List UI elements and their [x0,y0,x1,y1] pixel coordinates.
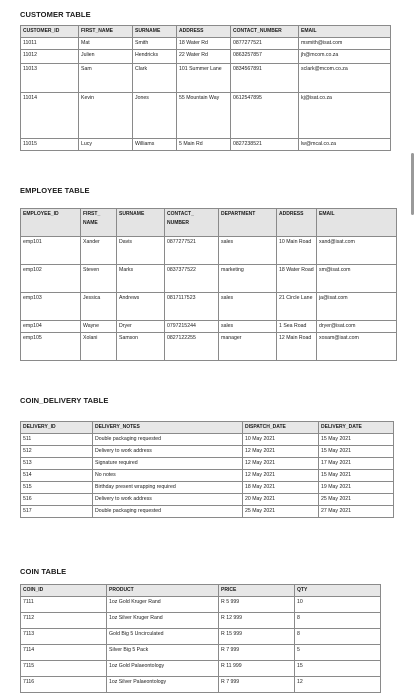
table-cell: Delivery to work address [93,494,243,506]
table-cell: Birthday present wrapping required [93,482,243,494]
table-cell: 7113 [21,629,107,645]
table-cell: 18 May 2021 [243,482,319,494]
table-cell: R 7 999 [219,677,295,693]
table-cell: Jones [133,93,177,139]
table-cell: 11011 [21,38,79,50]
table-cell: 0612547895 [231,93,299,139]
table-cell: Samson [117,333,165,361]
table-cell: 17 May 2021 [319,458,394,470]
table-row [21,64,391,93]
table-cell: Signature required [93,458,243,470]
table-cell: 514 [21,470,93,482]
table-cell: 0827122255 [165,333,219,361]
table-cell: Double packaging requested [93,434,243,446]
table-cell: 27 May 2021 [319,506,394,518]
table-row [21,677,381,693]
table-row [21,597,381,613]
table-row [21,50,391,64]
table-cell: sales [219,293,277,321]
column-header: DEPARTMENT [219,209,277,237]
table-row [21,482,394,494]
delivery-table [20,421,394,518]
table-row [21,661,381,677]
table-cell: emp101 [21,237,81,265]
table-cell: Xander [81,237,117,265]
table-cell: kj@isat.co.za [299,93,391,139]
table-cell: Gold Big 5 Uncirculated [107,629,219,645]
table-cell: sclark@mcom.co.za [299,64,391,93]
column-header: ADDRESS [177,26,231,38]
column-header: FIRST_ NAME [81,209,117,237]
table-cell: 513 [21,458,93,470]
customer-table [20,25,391,151]
column-header: PRODUCT [107,585,219,597]
table-cell: 7112 [21,613,107,629]
column-header: DISPATCH_DATE [243,422,319,434]
table-cell: 10 [295,597,381,613]
table-cell: 0877277521 [231,38,299,50]
table-cell: 25 May 2021 [243,506,319,518]
table-cell: emp104 [21,321,81,333]
column-header: EMAIL [317,209,397,237]
table-cell: Double packaging requested [93,506,243,518]
table-cell: 11015 [21,139,79,151]
table-row [21,470,394,482]
column-header: CONTACT_NUMBER [231,26,299,38]
table-cell: jh@mcom.co.za [299,50,391,64]
employee-table [20,208,397,361]
table-cell: manager [219,333,277,361]
table-cell: 19 May 2021 [319,482,394,494]
table-cell: 8 [295,629,381,645]
table-cell: 517 [21,506,93,518]
table-cell: xand@isat.com [317,237,397,265]
table-cell: 10 May 2021 [243,434,319,446]
table-cell: Steven [81,265,117,293]
table-cell: 55 Mountain Way [177,93,231,139]
table-cell: 18 Water Rd [177,38,231,50]
table-cell: Andrews [117,293,165,321]
table-row [21,93,391,139]
table-cell: 0834567891 [231,64,299,93]
table-cell: Sam [79,64,133,93]
table-cell: xosam@isat.com [317,333,397,361]
table-row [21,265,397,293]
table-cell: Hendricks [133,50,177,64]
coin-table [20,584,381,693]
table-header-row [21,209,397,237]
table-row [21,139,391,151]
column-header: PRICE [219,585,295,597]
table-cell: 1 Sea Road [277,321,317,333]
table-cell: lw@mcal.co.za [299,139,391,151]
table-cell: 7111 [21,597,107,613]
column-header: COIN_ID [21,585,107,597]
column-header: EMPLOYEE_ID [21,209,81,237]
table-cell: 12 May 2021 [243,470,319,482]
table-cell: sales [219,237,277,265]
table-cell: sales [219,321,277,333]
table-cell: R 12 999 [219,613,295,629]
table-cell: 20 May 2021 [243,494,319,506]
table-cell: 7115 [21,661,107,677]
table-cell: 1oz Gold Palaeontology [107,661,219,677]
table-cell: 0863257857 [231,50,299,64]
table-cell: 0797215244 [165,321,219,333]
column-header: SURNAME [133,26,177,38]
table-header-row [21,585,381,597]
table-cell: Davis [117,237,165,265]
table-cell: R 7 999 [219,645,295,661]
table-cell: 15 May 2021 [319,446,394,458]
table-cell: Mat [79,38,133,50]
column-header: DELIVERY_DATE [319,422,394,434]
table-cell: 12 May 2021 [243,458,319,470]
table-row [21,506,394,518]
column-header: QTY [295,585,381,597]
column-header: FIRST_NAME [79,26,133,38]
table-cell: 1oz Gold Kruger Rand [107,597,219,613]
table-cell: 0877277521 [165,237,219,265]
table-row [21,446,394,458]
table-cell: 0817117523 [165,293,219,321]
column-header: CUSTOMER_ID [21,26,79,38]
table-cell: Delivery to work address [93,446,243,458]
table-row [21,38,391,50]
table-cell: 15 May 2021 [319,470,394,482]
table-cell: 516 [21,494,93,506]
table-cell: 12 May 2021 [243,446,319,458]
table-cell: Dryer [117,321,165,333]
table-cell: dryer@isat.com [317,321,397,333]
coin-table-title: COIN TABLE [20,567,67,576]
table-row [21,293,397,321]
table-cell: 15 [295,661,381,677]
table-cell: 12 Main Road [277,333,317,361]
customer-table-title: CUSTOMER TABLE [20,10,91,19]
table-cell: R 5 999 [219,597,295,613]
table-row [21,458,394,470]
table-cell: marketing [219,265,277,293]
column-header: CONTACT_ NUMBER [165,209,219,237]
table-cell: msmith@isat.com [299,38,391,50]
table-cell: Wayne [81,321,117,333]
table-row [21,494,394,506]
table-header-row [21,422,394,434]
table-cell: emp102 [21,265,81,293]
table-cell: 8 [295,613,381,629]
table-cell: Jessica [81,293,117,321]
table-row [21,645,381,661]
table-row [21,434,394,446]
table-row [21,613,381,629]
table-cell: No notes [93,470,243,482]
scrollbar-thumb[interactable] [411,153,414,215]
table-cell: Julien [79,50,133,64]
table-cell: ja@isat.com [317,293,397,321]
table-cell: 11014 [21,93,79,139]
table-cell: 512 [21,446,93,458]
column-header: ADDRESS [277,209,317,237]
table-cell: Williams [133,139,177,151]
table-cell: 5 Main Rd [177,139,231,151]
table-cell: Lucy [79,139,133,151]
table-cell: R 15 999 [219,629,295,645]
table-row [21,629,381,645]
column-header: EMAIL [299,26,391,38]
table-cell: Kevin [79,93,133,139]
table-cell: Marks [117,265,165,293]
table-cell: 7116 [21,677,107,693]
table-cell: 0837377522 [165,265,219,293]
table-cell: Clark [133,64,177,93]
table-cell: 515 [21,482,93,494]
table-cell: sm@isat.com [317,265,397,293]
column-header: SURNAME [117,209,165,237]
table-cell: 10 Main Road [277,237,317,265]
table-header-row [21,26,391,38]
table-cell: 511 [21,434,93,446]
table-row [21,237,397,265]
table-cell: 15 May 2021 [319,434,394,446]
employee-table-title: EMPLOYEE TABLE [20,186,90,195]
table-row [21,333,397,361]
table-cell: emp103 [21,293,81,321]
table-cell: 12 [295,677,381,693]
table-cell: 11013 [21,64,79,93]
table-cell: 5 [295,645,381,661]
table-cell: R 11 999 [219,661,295,677]
column-header: DELIVERY_NOTES [93,422,243,434]
column-header: DELIVERY_ID [21,422,93,434]
table-cell: 22 Water Rd [177,50,231,64]
table-row [21,321,397,333]
table-cell: 25 May 2021 [319,494,394,506]
table-cell: 1oz Silver Palaeontology [107,677,219,693]
table-cell: 21 Circle Lane [277,293,317,321]
table-cell: 18 Water Road [277,265,317,293]
table-cell: Xolani [81,333,117,361]
table-cell: 11012 [21,50,79,64]
table-cell: 7114 [21,645,107,661]
table-cell: 1oz Silver Kruger Rand [107,613,219,629]
table-cell: emp105 [21,333,81,361]
table-cell: Smith [133,38,177,50]
table-cell: Silver Big 5 Pack [107,645,219,661]
delivery-table-title: COIN_DELIVERY TABLE [20,396,109,405]
table-cell: 101 Summer Lane [177,64,231,93]
table-cell: 0827238521 [231,139,299,151]
